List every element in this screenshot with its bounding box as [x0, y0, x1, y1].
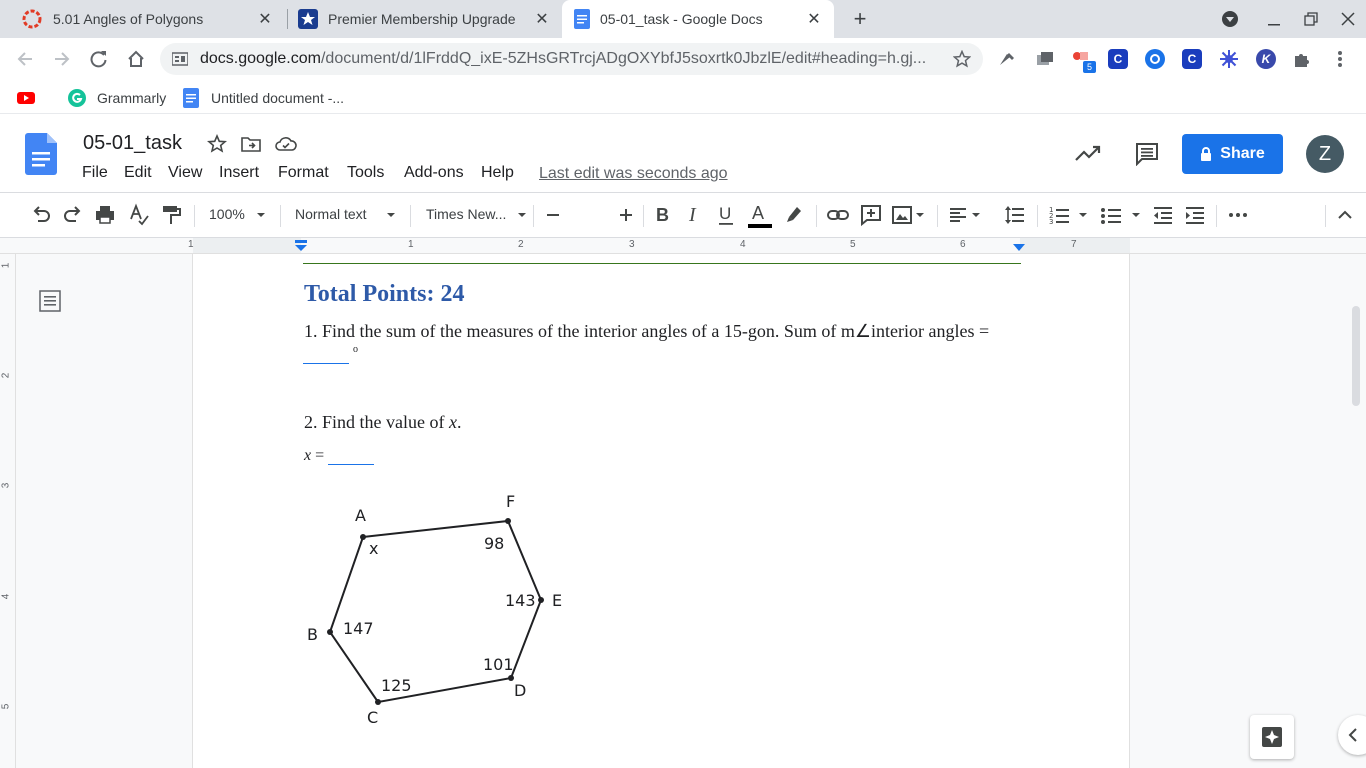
star-document-icon[interactable] [207, 134, 227, 154]
vertex-point [375, 699, 381, 705]
increase-font-size-icon[interactable] [616, 202, 636, 228]
toolbar-divider [643, 205, 644, 227]
print-icon[interactable] [94, 202, 116, 228]
account-avatar[interactable]: Z [1306, 135, 1344, 173]
new-tab-button[interactable]: + [853, 6, 867, 31]
insert-image-icon[interactable] [891, 202, 913, 228]
extensions-puzzle-icon[interactable] [1292, 49, 1312, 69]
menu-tools[interactable]: Tools [347, 164, 385, 181]
menu-add-ons[interactable]: Add-ons [404, 164, 464, 181]
tab-search-icon[interactable] [1216, 6, 1244, 32]
chevron-down-icon [914, 202, 926, 228]
heading-divider-line [303, 263, 1021, 264]
ruler-margin-left [193, 238, 301, 253]
address-bar[interactable] [160, 43, 983, 75]
reload-icon[interactable] [85, 45, 113, 73]
vertical-ruler[interactable] [0, 254, 16, 768]
answer-blank-line[interactable] [303, 348, 349, 364]
move-folder-icon[interactable] [241, 135, 261, 153]
right-indent-marker-icon[interactable] [1012, 243, 1026, 253]
toolbar-divider [1037, 205, 1038, 227]
svg-text:3: 3 [1049, 218, 1054, 226]
ruler-number: 6 [960, 239, 966, 250]
c-extension-icon-2[interactable]: C [1182, 49, 1202, 69]
comments-icon[interactable] [1135, 142, 1159, 166]
chevron-down-icon [255, 202, 267, 228]
underline-icon[interactable] [716, 202, 736, 228]
angle-label-f: 98 [484, 534, 505, 553]
ruler-number: 2 [0, 372, 12, 379]
share-label: Share [1220, 145, 1265, 162]
tab-google-docs[interactable] [562, 0, 834, 38]
question-2-suffix: . [456, 412, 462, 432]
answer-blank-line[interactable] [328, 449, 374, 465]
menu-insert[interactable]: Insert [219, 164, 260, 181]
canvas-icon [21, 8, 43, 30]
svg-text:B: B [656, 205, 669, 225]
star-icon [298, 9, 318, 29]
vertex-point [538, 597, 544, 603]
url-host: docs.google.com [200, 50, 321, 67]
insert-link-icon[interactable] [826, 202, 850, 228]
vertex-point [505, 518, 511, 524]
shapes-extension-icon[interactable] [1071, 49, 1092, 72]
home-icon[interactable] [122, 45, 150, 73]
toolbar-divider [1325, 205, 1326, 227]
align-left-icon[interactable] [948, 202, 968, 228]
ruler-number: 2 [518, 239, 524, 250]
bookmark-label: Grammarly [97, 90, 167, 106]
undo-icon[interactable] [30, 202, 52, 228]
paint-format-icon[interactable] [160, 202, 182, 228]
ruler-number: 1 [188, 239, 194, 250]
tab-strip [0, 0, 1366, 38]
menu-help[interactable]: Help [481, 164, 514, 181]
question-1-text: 1. Find the sum of the measures of the interior angles of a 15-gon. Sum of m∠interior angles = [304, 321, 990, 341]
chevron-down-icon [516, 202, 528, 228]
docs-header [0, 114, 1366, 192]
zoom-select[interactable]: 100% [209, 206, 245, 222]
paragraph-style-select[interactable]: Normal text [295, 206, 367, 222]
k-extension-icon[interactable]: K [1256, 49, 1276, 69]
ruler-number: 4 [740, 239, 746, 250]
browser-menu-icon[interactable] [1330, 49, 1350, 69]
close-tab-icon[interactable]: ✕ [258, 11, 272, 28]
chevron-down-icon [1077, 202, 1089, 228]
angle-label-d: 101 [483, 655, 514, 674]
vertex-point [327, 629, 333, 635]
lock-icon [1200, 147, 1212, 161]
vertex-label-e: E [552, 591, 563, 610]
address-bar-row [0, 38, 1366, 80]
spelling-check-icon[interactable] [128, 202, 150, 228]
tab-title: 5.01 Angles of Polygons [53, 11, 204, 27]
italic-icon[interactable] [684, 202, 704, 228]
hide-menus-chevron-up-icon[interactable] [1335, 202, 1355, 228]
restore-icon[interactable] [1297, 6, 1325, 32]
toolbar-divider [937, 205, 938, 227]
question-2-prefix: 2. Find the value of [304, 412, 449, 432]
tools-extension-icon[interactable] [997, 49, 1017, 69]
docs-icon [183, 88, 199, 108]
more-options-icon[interactable] [1227, 202, 1249, 228]
vertex-point [360, 534, 366, 540]
document-outline-icon[interactable] [38, 289, 62, 313]
chevron-down-icon [970, 202, 982, 228]
youtube-icon [17, 91, 35, 105]
menu-edit[interactable]: Edit [124, 164, 152, 181]
horizontal-ruler[interactable] [0, 238, 1366, 254]
ruler-number: 3 [0, 482, 12, 489]
close-window-icon[interactable] [1334, 6, 1362, 32]
hexagon-shape [330, 521, 541, 702]
ruler-number: 5 [850, 239, 856, 250]
document-title[interactable]: 05-01_task [83, 132, 182, 154]
bookmark-youtube[interactable] [17, 88, 35, 108]
bookmark-grammarly[interactable] [68, 88, 166, 108]
svg-text:A: A [752, 203, 765, 223]
x-variable: x [304, 447, 312, 464]
angle-label-c: 125 [381, 676, 412, 695]
hexagon-diagram [301, 490, 581, 730]
activity-dashboard-icon[interactable] [1075, 144, 1101, 162]
tab-title: 05-01_task - Google Docs [600, 11, 763, 27]
tab-divider [287, 9, 288, 29]
vertex-label-b: B [307, 625, 318, 644]
tab-title: Premier Membership Upgrade [328, 11, 516, 27]
explore-icon [1261, 726, 1283, 748]
ruler-number: 1 [0, 262, 12, 269]
menu-format[interactable]: Format [278, 164, 329, 181]
increase-indent-icon[interactable] [1184, 202, 1206, 228]
redo-icon[interactable] [62, 202, 84, 228]
share-button[interactable] [1182, 134, 1283, 174]
printer-extension-icon[interactable] [1035, 49, 1055, 69]
equals-sign: = [311, 447, 329, 464]
formatting-toolbar [0, 192, 1366, 238]
c-extension-icon[interactable]: C [1108, 49, 1128, 69]
svg-text:2: 2 [1049, 212, 1054, 220]
total-points-heading: Total Points: 24 [304, 281, 465, 307]
question-2-text [304, 412, 461, 433]
numbered-list-icon[interactable] [1048, 202, 1070, 228]
ruler-number: 4 [0, 593, 12, 600]
toolbar-divider [816, 205, 817, 227]
google-docs-logo-icon[interactable] [25, 133, 57, 175]
vertical-scrollbar[interactable] [1352, 306, 1360, 406]
tab-premier-membership[interactable] [290, 0, 562, 38]
vertex-label-a: A [355, 506, 366, 525]
svg-text:I: I [689, 204, 696, 226]
vertex-label-f: F [506, 492, 516, 511]
angle-label-a: x [369, 539, 379, 558]
url-path: /document/d/1lFrddQ_ixE-5ZHsGRTrcjADgOXYbfJ5soxrtk0JbzlE/edit#heading=h.gj... [320, 50, 927, 67]
toolbar-divider [194, 205, 195, 227]
bookmark-untitled-document[interactable] [183, 88, 344, 108]
svg-text:U: U [719, 204, 732, 223]
document-page[interactable] [192, 254, 1130, 768]
cloud-saved-icon[interactable] [275, 136, 297, 152]
last-edit-link[interactable]: Last edit was seconds ago [539, 165, 728, 182]
back-icon[interactable] [11, 45, 39, 73]
toolbar-divider [533, 205, 534, 227]
left-indent-marker-icon[interactable] [294, 240, 308, 252]
menu-file[interactable]: File [82, 164, 108, 181]
extension-badge: 5 [1083, 61, 1096, 73]
vertex-label-d: D [514, 681, 527, 700]
x-answer-line[interactable] [304, 447, 374, 465]
bold-icon[interactable] [652, 202, 672, 228]
menu-view[interactable]: View [168, 164, 203, 181]
decrease-indent-icon[interactable] [1152, 202, 1174, 228]
degree-symbol: o [353, 344, 358, 355]
grammarly-icon [68, 89, 86, 107]
close-tab-icon[interactable]: ✕ [807, 11, 821, 28]
font-family-select[interactable]: Times New... [426, 206, 507, 222]
insert-comment-icon[interactable] [860, 202, 882, 228]
angle-label-b: 147 [343, 619, 374, 638]
bulleted-list-icon[interactable] [1100, 202, 1122, 228]
sparkle-extension-icon[interactable] [1219, 49, 1239, 69]
shield-extension-icon[interactable] [1145, 49, 1165, 69]
bookmark-star-icon[interactable] [953, 50, 971, 68]
ruler-number: 5 [0, 703, 12, 710]
ruler-number: 1 [408, 239, 414, 250]
ruler-number: 7 [1071, 239, 1077, 250]
decrease-font-size-icon[interactable] [543, 202, 563, 228]
docs-icon [574, 9, 590, 29]
chevron-down-icon [1130, 202, 1142, 228]
chevron-left-icon [1348, 728, 1358, 742]
angle-label-e: 143 [505, 591, 536, 610]
site-info-icon[interactable] [172, 52, 188, 66]
question-1-answer-blank[interactable] [303, 344, 358, 364]
explore-button[interactable] [1250, 715, 1294, 759]
text-color-icon[interactable] [748, 202, 772, 228]
line-spacing-icon[interactable] [1003, 202, 1025, 228]
svg-text:1: 1 [1049, 206, 1054, 214]
bookmarks-bar [0, 80, 1366, 114]
toolbar-divider [410, 205, 411, 227]
bookmark-label: Untitled document -... [211, 90, 345, 106]
ruler-number: 3 [629, 239, 635, 250]
vertex-label-c: C [367, 708, 379, 727]
forward-icon[interactable] [48, 45, 76, 73]
url-text[interactable] [200, 50, 926, 68]
toolbar-divider [280, 205, 281, 227]
close-tab-icon[interactable]: ✕ [535, 11, 549, 28]
highlight-color-icon[interactable] [784, 202, 804, 228]
chevron-down-icon [385, 202, 397, 228]
minimize-icon[interactable] [1260, 6, 1288, 32]
question-2-variable: x [448, 412, 457, 432]
toolbar-divider [1216, 205, 1217, 227]
tab-angles-of-polygons[interactable] [10, 0, 285, 38]
